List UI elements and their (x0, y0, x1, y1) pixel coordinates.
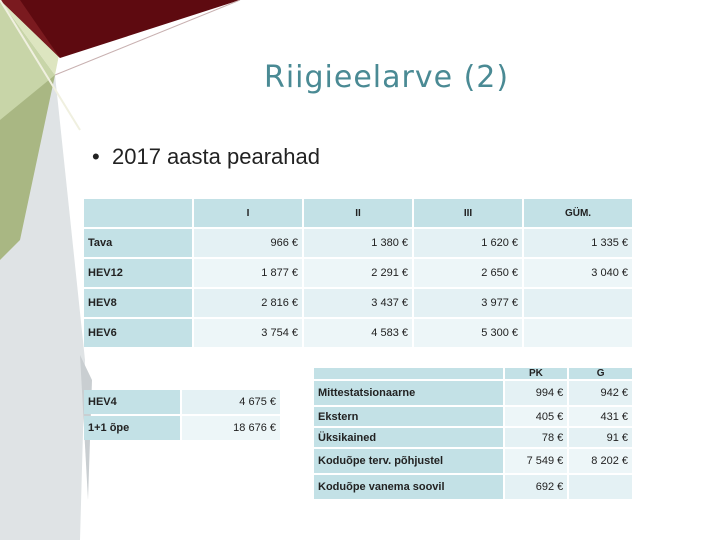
table-cell: 4 583 € (304, 319, 412, 347)
table-header-cell: III (414, 199, 522, 227)
table-header-cell: GÜM. (524, 199, 632, 227)
table-header-cell (84, 199, 192, 227)
row-label: Mittestatsionaarne (314, 381, 503, 405)
table-cell: 1 335 € (524, 229, 632, 257)
table-cell (569, 475, 632, 499)
table-header-cell: I (194, 199, 302, 227)
main-table (82, 197, 634, 349)
small-table (82, 388, 282, 442)
table-cell: 2 650 € (414, 259, 522, 287)
table-header-cell: II (304, 199, 412, 227)
table-cell: 2 816 € (194, 289, 302, 317)
table-cell: 3 040 € (524, 259, 632, 287)
table-cell: 405 € (505, 407, 568, 426)
table-cell: 2 291 € (304, 259, 412, 287)
table-row (84, 390, 280, 414)
table-row (314, 428, 632, 447)
bullet-dot: • (92, 144, 100, 169)
row-label: HEV4 (84, 390, 180, 414)
slide-title: Riigieelarve (2) (264, 60, 510, 95)
table-cell: 7 549 € (505, 449, 568, 473)
row-label: HEV6 (84, 319, 192, 347)
table-cell: 692 € (505, 475, 568, 499)
row-label: HEV8 (84, 289, 192, 317)
bullet-item (92, 144, 320, 170)
table-row (84, 416, 280, 440)
table-cell: 3 977 € (414, 289, 522, 317)
table-header-cell (314, 368, 503, 379)
table-cell: 5 300 € (414, 319, 522, 347)
table-cell: 966 € (194, 229, 302, 257)
table-cell (524, 319, 632, 347)
table-cell: 78 € (505, 428, 568, 447)
bullet-text: 2017 aasta pearahad (112, 144, 320, 169)
table-cell: 8 202 € (569, 449, 632, 473)
table-cell: 18 676 € (182, 416, 281, 440)
table-row (314, 407, 632, 426)
table-cell: 431 € (569, 407, 632, 426)
table-cell: 3 437 € (304, 289, 412, 317)
table-row (84, 289, 632, 317)
table-cell: 1 620 € (414, 229, 522, 257)
row-label: Üksikained (314, 428, 503, 447)
table-cell: 994 € (505, 381, 568, 405)
table-cell: 942 € (569, 381, 632, 405)
table-row (84, 319, 632, 347)
row-label: Koduõpe vanema soovil (314, 475, 503, 499)
table-cell: 91 € (569, 428, 632, 447)
table-cell: 3 754 € (194, 319, 302, 347)
row-label: 1+1 õpe (84, 416, 180, 440)
table-row (84, 229, 632, 257)
table-header-row (314, 368, 632, 379)
table-row (314, 449, 632, 473)
table-row (84, 259, 632, 287)
table-cell: 1 877 € (194, 259, 302, 287)
table-header-cell: PK (505, 368, 568, 379)
table-row (314, 475, 632, 499)
table-cell: 1 380 € (304, 229, 412, 257)
row-label: HEV12 (84, 259, 192, 287)
table-header-cell: G (569, 368, 632, 379)
right-table (312, 366, 634, 501)
row-label: Tava (84, 229, 192, 257)
table-cell: 4 675 € (182, 390, 281, 414)
table-cell (524, 289, 632, 317)
row-label: Ekstern (314, 407, 503, 426)
table-header-row (84, 199, 632, 227)
table-row (314, 381, 632, 405)
row-label: Koduõpe terv. põhjustel (314, 449, 503, 473)
